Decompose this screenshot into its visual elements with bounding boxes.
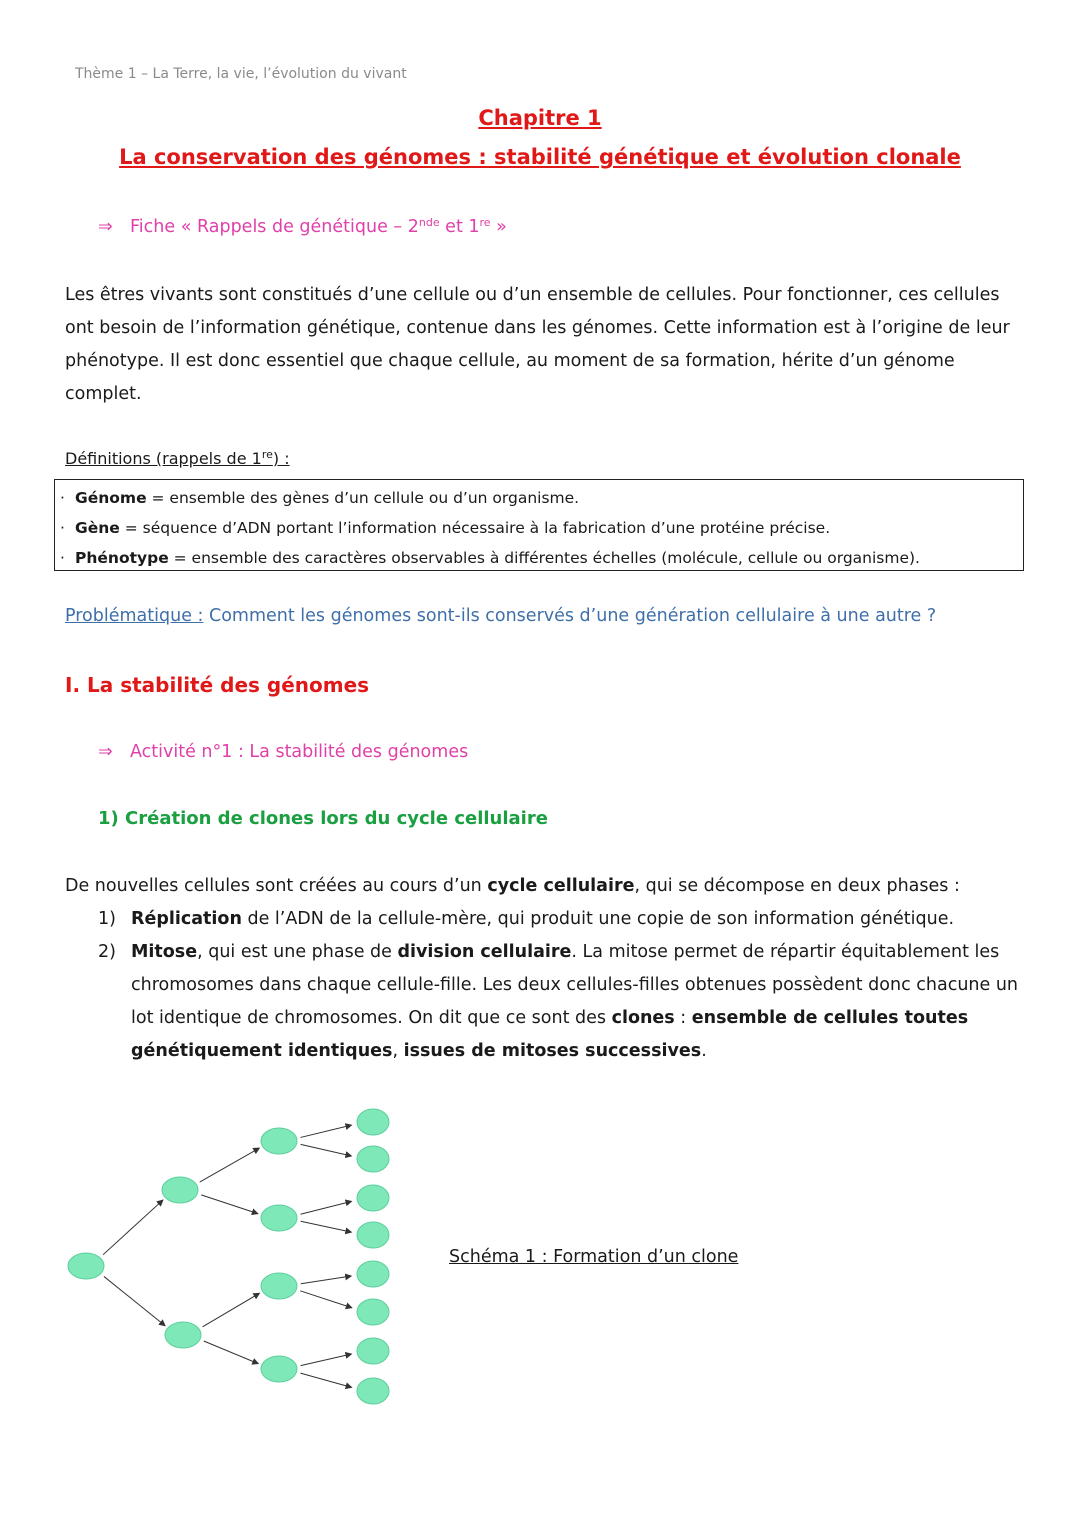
chapter-title: La conservation des génomes : stabilité génétique et évolution clonale [119, 145, 961, 169]
division-arrow [301, 1144, 352, 1156]
problematique-label: Problématique : [65, 606, 204, 626]
step-text-run: ensemble de cellules toutes génétiquement identiques [131, 1008, 969, 1061]
step-text-run: Réplication [131, 909, 242, 929]
step-text-run: clones [611, 1008, 675, 1028]
cell [357, 1222, 389, 1248]
clone-formation-diagram [55, 1100, 415, 1410]
division-arrow [301, 1276, 351, 1284]
cell [357, 1338, 389, 1364]
definitions-heading: Définitions (rappels de 1re) : [65, 448, 290, 468]
division-arrow [203, 1293, 260, 1327]
cell [261, 1205, 297, 1231]
arrow-right-icon: ⇒ [98, 742, 113, 762]
step-text-run: . [701, 1041, 707, 1061]
cell [357, 1185, 389, 1211]
fiche-reference[interactable]: ⇒ Fiche « Rappels de génétique – 2nde et 1re » [98, 216, 507, 237]
definition-genome: · Génome = ensemble des gènes d’un cellule ou d’un organisme. [60, 489, 580, 507]
division-arrow [200, 1148, 260, 1182]
problematique-question: Comment les génomes sont-ils conservés d’une génération cellulaire à une autre ? [203, 606, 937, 626]
cell [357, 1146, 389, 1172]
cell [68, 1253, 104, 1279]
definition-phenotype: · Phénotype = ensemble des caractères observables à différentes échelles (molécule, cellule ou organisme). [60, 549, 920, 567]
division-arrow [300, 1291, 352, 1308]
cycle-intro: De nouvelles cellules sont créées au cours d’un cycle cellulaire, qui se décompose en deux phases : [65, 876, 960, 896]
division-arrow [301, 1201, 352, 1214]
arrow-right-icon: ⇒ [98, 217, 113, 237]
schema-caption: Schéma 1 : Formation d’un clone [449, 1247, 739, 1267]
definition-gene: · Gène = séquence d’ADN portant l’information nécessaire à la fabrication d’une protéine précise. [60, 519, 831, 537]
division-arrow [301, 1221, 352, 1232]
activity-reference[interactable]: ⇒ Activité n°1 : La stabilité des génomes [98, 742, 469, 762]
step-text-run: Mitose [131, 942, 198, 962]
division-arrow [201, 1195, 258, 1214]
step-text-run: de l’ADN de la cellule-mère, qui produit une copie de son information génétique. [241, 909, 955, 929]
cell [357, 1261, 389, 1287]
step-text-run: : [674, 1008, 692, 1028]
cell [162, 1177, 198, 1203]
steps-list [98, 903, 1018, 1068]
section-title: I. La stabilité des génomes [65, 673, 370, 697]
step-text-run: , [392, 1041, 404, 1061]
subsection-title: 1) Création de clones lors du cycle cellulaire [98, 808, 548, 829]
cell [357, 1109, 389, 1135]
step-text-run: . La mitose permet de répartir équitablement les chromosomes dans chaque cellule-fille. Les deux cellules-filles obtenues possèdent donc chacune un lot identique de chromosomes. On dit que ce sont des [131, 942, 1019, 1028]
division-arrow [301, 1125, 352, 1137]
division-arrow [301, 1354, 352, 1366]
problematique [65, 606, 936, 626]
step-mitose: 2) Mitose, qui est une phase de division cellulaire. La mitose permet de répartir équitablement les chromosomes dans chaque cellule-fille. Les deux cellules-filles obtenues possèdent donc chacune un lot identique de chromosomes. On dit que ce sont des clones : ensemble de cellules toutes génétiquement identiques, issues de mitoses successives. [98, 942, 1019, 1061]
division-arrow [300, 1373, 351, 1387]
step-replication: 1) Réplication de l’ADN de la cellule-mère, qui produit une copie de son information génétique. [98, 909, 955, 929]
cell [165, 1322, 201, 1348]
step-text-run: division cellulaire [397, 942, 572, 962]
cell [261, 1128, 297, 1154]
chapter-number: Chapitre 1 [478, 106, 602, 130]
cell [357, 1299, 389, 1325]
division-arrow [104, 1276, 165, 1325]
division-arrow [103, 1200, 163, 1255]
cell [357, 1378, 389, 1404]
division-arrow [204, 1341, 259, 1364]
cell [261, 1273, 297, 1299]
definitions-box [54, 479, 1024, 571]
step-text-run: issues de mitoses successives [403, 1041, 702, 1061]
document-theme-header: Thème 1 – La Terre, la vie, l’évolution du vivant [75, 66, 407, 82]
step-text-run: , qui est une phase de [197, 942, 398, 962]
cell [261, 1356, 297, 1382]
intro-paragraph: Les êtres vivants sont constitués d’une cellule ou d’un ensemble de cellules. Pour fonctionner, ces cellules ont besoin de l’information génétique, contenue dans les génomes. Cette information est à l’origine de leur phénotype. Il est donc essentiel que chaque cellule, au moment de sa formation, hérite d’un génome complet. [65, 285, 1010, 404]
